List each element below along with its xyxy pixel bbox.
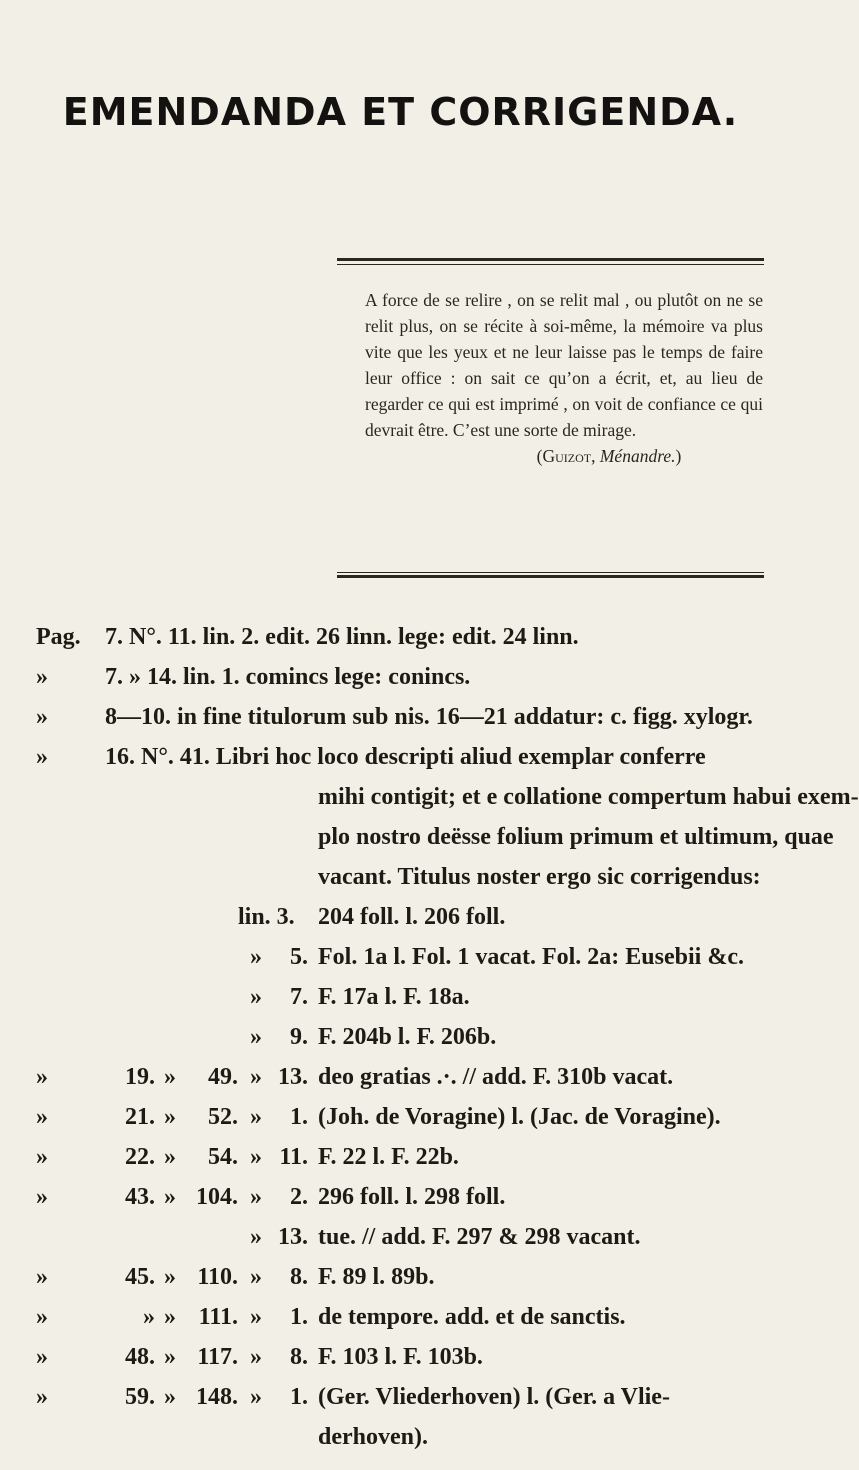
corrigenda-row (0, 897, 801, 937)
corrigenda-row (0, 1257, 801, 1297)
entry-text: F. 204b l. F. 206b. (318, 1024, 497, 1050)
line-ref: 13. (278, 1224, 308, 1250)
num-ditto: » (164, 1304, 176, 1330)
pag-label: Pag. (36, 624, 81, 650)
line-ditto: » (250, 1264, 262, 1290)
page-ref: » (143, 1304, 155, 1330)
num-ref: 52. (208, 1104, 238, 1130)
line-ref: 11. (279, 1144, 308, 1170)
num-ref: 111. (198, 1304, 238, 1330)
corrigenda-row (0, 697, 801, 737)
pag-ditto: » (36, 744, 48, 770)
corrigenda-row (0, 737, 801, 777)
entry-text: 204 foll. l. 206 foll. (318, 904, 506, 930)
line-ditto: » (250, 1384, 262, 1410)
epigraph-work: Ménandre. (599, 446, 676, 466)
num-ref: 110. (197, 1264, 238, 1290)
num-ditto: » (164, 1144, 176, 1170)
page-ref: 48. (125, 1344, 155, 1370)
pag-ditto: » (36, 1064, 48, 1090)
line-ref: 1. (290, 1304, 308, 1330)
pag-ditto: » (36, 704, 48, 730)
entry-continuation: plo nostro deësse folium primum et ultimum, quae (318, 824, 834, 850)
entry-text: deo gratias .·. // add. F. 310b vacat. (318, 1064, 674, 1090)
entry-text: F. 89 l. 89b. (318, 1264, 435, 1290)
line-ref: lin. 3. (238, 904, 295, 930)
entry-text: 7. » 14. lin. 1. comincs lege: conincs. (105, 664, 471, 690)
num-ditto: » (164, 1064, 176, 1090)
corrigenda-row (0, 1337, 801, 1377)
pag-ditto: » (36, 1144, 48, 1170)
num-ditto: » (164, 1104, 176, 1130)
line-ref: 5. (290, 944, 308, 970)
line-ref: 2. (290, 1184, 308, 1210)
num-ditto: » (164, 1264, 176, 1290)
entry-text: (Joh. de Voragine) l. (Jac. de Voragine). (318, 1104, 721, 1130)
corrigenda-row (0, 1417, 801, 1457)
entry-continuation: derhoven). (318, 1424, 428, 1450)
corrigenda-row (0, 1377, 801, 1417)
epigraph-attribution: (Guizot, Ménandre.) (536, 446, 682, 466)
corrigenda-row (0, 1137, 801, 1177)
line-ref: 7. (290, 984, 308, 1010)
corrigenda-row (0, 937, 801, 977)
line-ditto: » (250, 1024, 262, 1050)
num-ditto: » (164, 1344, 176, 1370)
line-ref: 1. (290, 1384, 308, 1410)
line-ref: 13. (278, 1064, 308, 1090)
corrigenda-row (0, 1057, 801, 1097)
entry-text: 7. N°. 11. lin. 2. edit. 26 linn. lege: edit. 24 linn. (105, 624, 579, 650)
page-title: EMENDANDA ET CORRIGENDA. (62, 90, 739, 134)
pag-ditto: » (36, 1184, 48, 1210)
num-ref: 54. (208, 1144, 238, 1170)
corrigenda-row (0, 1217, 801, 1257)
line-ref: 1. (290, 1104, 308, 1130)
page-ref: 21. (125, 1104, 155, 1130)
num-ref: 49. (208, 1064, 238, 1090)
entry-text: F. 103 l. F. 103b. (318, 1344, 483, 1370)
corrigenda-row (0, 817, 834, 857)
entry-continuation: mihi contigit; et e collatione compertum habui exem- (318, 784, 859, 810)
line-ditto: » (250, 1064, 262, 1090)
entry-continuation: vacant. Titulus noster ergo sic corrigendus: (318, 864, 761, 890)
entry-text: 8—10. in fine titulorum sub nis. 16—21 addatur: c. figg. xylogr. (105, 704, 753, 730)
line-ditto: » (250, 1144, 262, 1170)
page-ref: 45. (125, 1264, 155, 1290)
corrigenda-row (0, 857, 801, 897)
epigraph-text: A force de se relire , on se relit mal , ou plutôt on ne se relit plus, on se récite à soi-même, la mémoire va plus vite que les yeux et ne leur laisse pas le temps de faire leur office : on sait ce qu’on a écrit, et, au lieu de regarder ce qui est imprimé , on voit de confiance ce qui devrait être. C’est une sorte de mirage. (365, 290, 763, 440)
entry-text: (Ger. Vliederhoven) l. (Ger. a Vlie- (318, 1384, 670, 1410)
pag-ditto: » (36, 1344, 48, 1370)
line-ref: 8. (290, 1264, 308, 1290)
corrigenda-row (0, 657, 801, 697)
entry-text: tue. // add. F. 297 & 298 vacant. (318, 1224, 641, 1250)
entry-text: F. 17a l. F. 18a. (318, 984, 470, 1010)
corrigenda-row (0, 1017, 801, 1057)
page-ref: 43. (125, 1184, 155, 1210)
pag-ditto: » (36, 1304, 48, 1330)
num-ref: 104. (196, 1184, 238, 1210)
epigraph (365, 287, 763, 469)
num-ditto: » (164, 1184, 176, 1210)
line-ref: 9. (290, 1024, 308, 1050)
top-rule-thin (337, 264, 764, 265)
entry-text: de tempore. add. et de sanctis. (318, 1304, 626, 1330)
bottom-rule-thin (337, 572, 764, 573)
line-ditto: » (250, 1184, 262, 1210)
pag-ditto: » (36, 1384, 48, 1410)
page-ref: 22. (125, 1144, 155, 1170)
corrigenda-row (0, 1297, 801, 1337)
line-ditto: » (250, 1344, 262, 1370)
line-ref: 8. (290, 1344, 308, 1370)
corrigenda-row (0, 617, 801, 657)
top-rule-thick (337, 258, 764, 261)
epigraph-author: Guizot (542, 446, 592, 466)
corrigenda-row (0, 977, 801, 1017)
num-ref: 117. (197, 1344, 238, 1370)
line-ditto: » (250, 944, 262, 970)
line-ditto: » (250, 1224, 262, 1250)
pag-ditto: » (36, 664, 48, 690)
line-ditto: » (250, 1304, 262, 1330)
entry-text: Fol. 1a l. Fol. 1 vacat. Fol. 2a: Eusebii &c. (318, 944, 744, 970)
entry-text: 16. N°. 41. Libri hoc loco descripti aliud exemplar conferre (105, 744, 706, 770)
page-ref: 19. (125, 1064, 155, 1090)
num-ref: 148. (196, 1384, 238, 1410)
corrigenda-row (0, 1177, 801, 1217)
pag-ditto: » (36, 1104, 48, 1130)
num-ditto: » (164, 1384, 176, 1410)
line-ditto: » (250, 984, 262, 1010)
entry-text: F. 22 l. F. 22b. (318, 1144, 459, 1170)
page-ref: 59. (125, 1384, 155, 1410)
corrigenda-row (0, 777, 859, 817)
pag-ditto: » (36, 1264, 48, 1290)
bottom-rule-thick (337, 575, 764, 578)
entry-text: 296 foll. l. 298 foll. (318, 1184, 506, 1210)
line-ditto: » (250, 1104, 262, 1130)
corrigenda-row (0, 1097, 801, 1137)
